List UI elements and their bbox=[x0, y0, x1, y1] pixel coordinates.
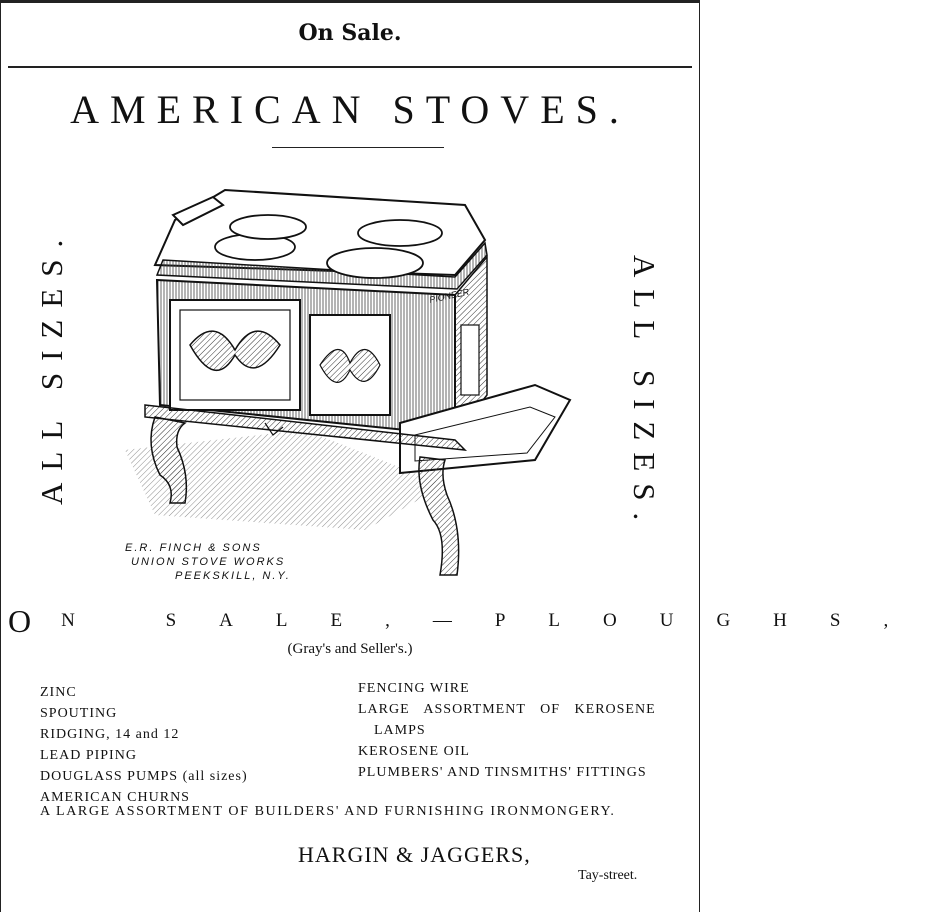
list-item: KEROSENE OIL bbox=[358, 744, 470, 759]
right-border bbox=[699, 0, 700, 912]
list-item: RIDGING, 14 and 12 bbox=[40, 727, 180, 742]
stove-illustration bbox=[115, 185, 575, 585]
list-item: LEAD PIPING bbox=[40, 748, 137, 763]
list-item: LARGE ASSORTMENT OF KEROSENE bbox=[358, 702, 656, 717]
list-item: LAMPS bbox=[374, 723, 426, 738]
seller-address: Tay-street. bbox=[578, 868, 638, 883]
sale-initial: O bbox=[8, 603, 32, 639]
title-underline bbox=[272, 147, 444, 148]
maker-caption bbox=[125, 541, 291, 583]
items-right bbox=[358, 678, 656, 783]
items-left bbox=[40, 682, 248, 808]
list-item: ZINC bbox=[40, 685, 77, 700]
wide-item: A LARGE ASSORTMENT OF BUILDERS' AND FURNISHING IRONMONGERY. bbox=[40, 804, 616, 819]
sub-note: (Gray's and Seller's.) bbox=[287, 641, 413, 657]
top-border bbox=[0, 0, 700, 3]
sale-rest: N SALE,—PLOUGHS, bbox=[61, 610, 931, 631]
list-item: PLUMBERS' AND TINSMITHS' FITTINGS bbox=[358, 765, 647, 780]
sale-line bbox=[8, 603, 931, 640]
list-item: FENCING WIRE bbox=[358, 681, 470, 696]
list-item: SPOUTING bbox=[40, 706, 118, 721]
caption-line-1: E.R. FINCH & SONS bbox=[125, 542, 262, 554]
header-rule bbox=[8, 66, 692, 68]
left-border bbox=[0, 0, 1, 912]
caption-line-3: PEEKSKILL, N.Y. bbox=[175, 570, 291, 582]
main-title: AMERICAN STOVES. bbox=[70, 87, 630, 132]
list-item: DOUGLASS PUMPS (all sizes) bbox=[40, 769, 248, 784]
list-item: AMERICAN CHURNS bbox=[40, 790, 190, 805]
header-title: On Sale. bbox=[298, 20, 402, 46]
side-label-right: ALL SIZES. bbox=[627, 255, 662, 533]
seller-name: HARGIN & JAGGERS, bbox=[298, 842, 531, 867]
caption-line-2: UNION STOVE WORKS bbox=[131, 556, 286, 568]
side-label-left: ALL SIZES. bbox=[34, 227, 69, 505]
